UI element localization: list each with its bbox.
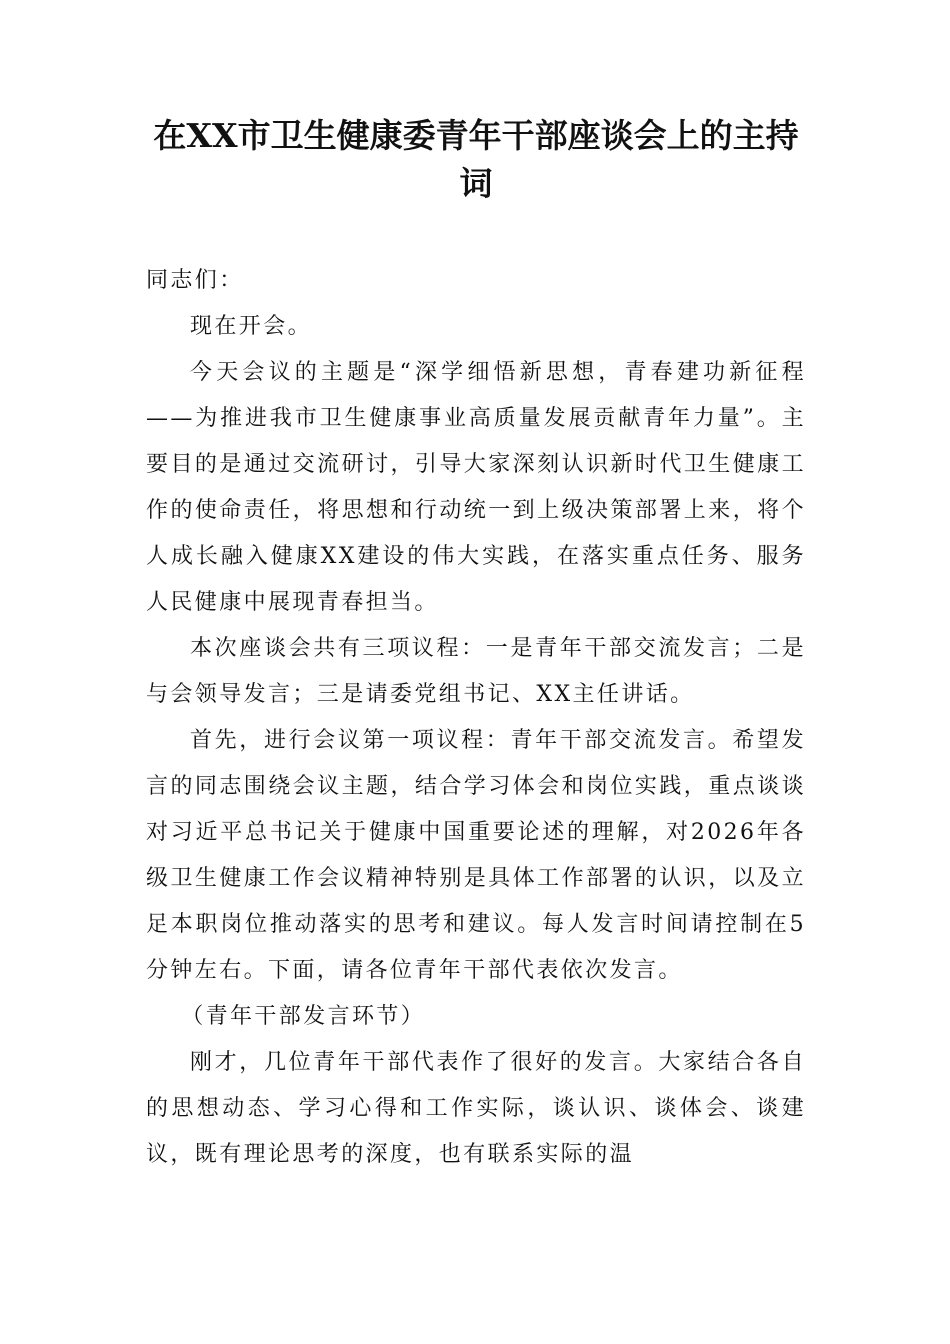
- stage-note: （青年干部发言环节）: [181, 1004, 426, 1029]
- paragraph-agenda: 本次座谈会共有三项议程：一是青年干部交流发言；二是与会领导发言；三是请委党组书记、XX主任讲话。: [146, 636, 806, 707]
- paragraph-summary: 刚才，几位青年干部代表作了很好的发言。大家结合各自的思想动态、学习心得和工作实际，谈认识、谈体会、谈建议，既有理论思考的深度，也有联系实际的温: [146, 1050, 806, 1167]
- salutation: 同志们：: [146, 268, 244, 293]
- paragraph-theme: 今天会议的主题是“深学细悟新思想，青春建功新征程——为推进我市卫生健康事业高质量发展贡献青年力量”。主要目的是通过交流研讨，引导大家深刻认识新时代卫生健康工作的使命责任，将思想和行动统一到上级决策部署上来，将个人成长融入健康XX建设的伟大实践，在落实重点任务、服务人民健康中展现青春担当。: [146, 360, 806, 615]
- paragraph-opening: 现在开会。: [190, 314, 313, 339]
- document-page: [146, 112, 806, 1178]
- paragraph-first-item: 首先，进行会议第一项议程：青年干部交流发言。希望发言的同志围绕会议主题，结合学习体会和岗位实践，重点谈谈对习近平总书记关于健康中国重要论述的理解，对2026年各级卫生健康工作会议精神特别是具体工作部署的认识，以及立足本职岗位推动落实的思考和建议。每人发言时间请控制在5分钟左右。下面，请各位青年干部代表依次发言。: [146, 728, 806, 983]
- document-title: 在XX市卫生健康委青年干部座谈会上的主持词: [153, 116, 799, 203]
- document-body: [146, 258, 806, 1178]
